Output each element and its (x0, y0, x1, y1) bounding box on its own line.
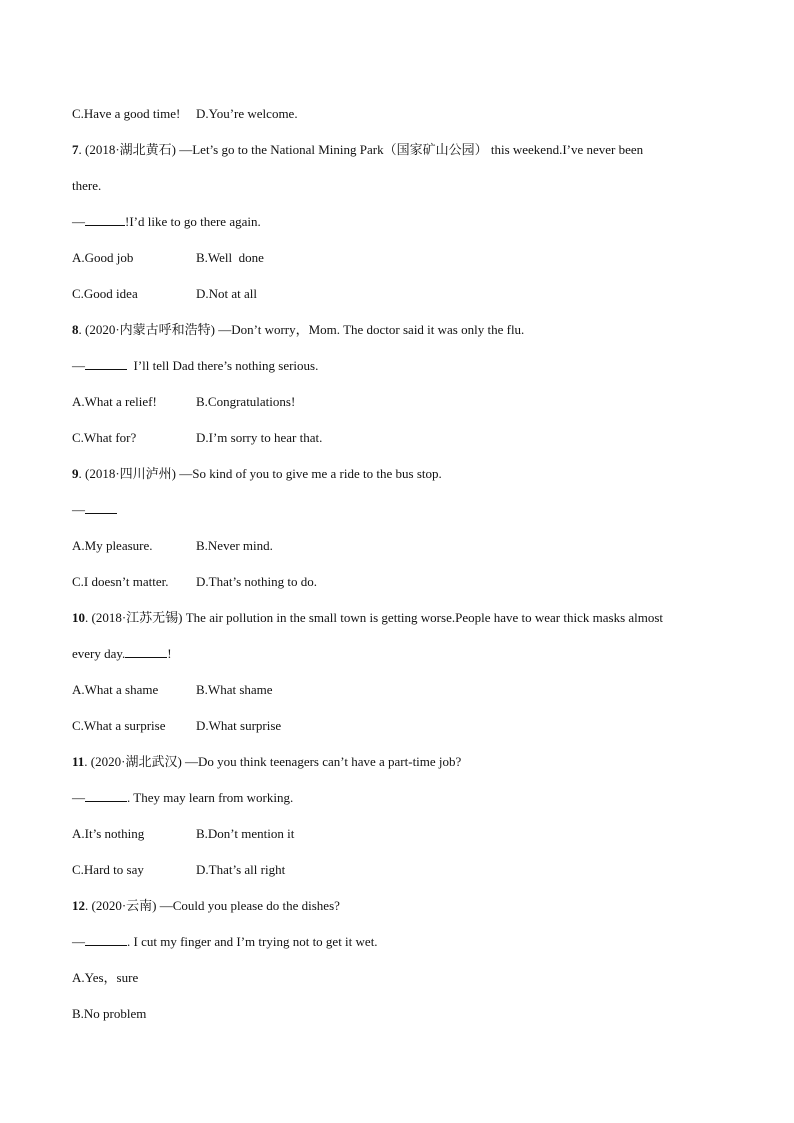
q11-reply (72, 789, 293, 807)
q11-stem (72, 753, 461, 771)
q9-number: 9 (72, 466, 79, 481)
q7-stem (72, 141, 643, 159)
q11-number: 11 (72, 754, 85, 769)
q10-text: . (2018·江苏无锡) The air pollution in the small town is getting worse.People have to wear thick masks almost (85, 610, 664, 625)
q7-text: . (2018·湖北黄石) —Let’s go to the National Mining Park（国家矿山公园） this weekend.I’ve never been (78, 142, 644, 157)
q9-option-c: C.I doesn’t matter. (72, 574, 169, 589)
q12-stem (72, 897, 340, 915)
q7-reply (72, 213, 261, 231)
q10-stem-cont (72, 645, 172, 663)
q7-reply-text: !I’d like to go there again. (125, 214, 261, 229)
q7-stem-cont: there. (72, 178, 102, 193)
q12-blank (85, 933, 127, 946)
q8-dash: — (72, 358, 85, 373)
q10-option-b: B.What shame (196, 682, 273, 697)
q12-number: 12 (72, 898, 85, 913)
q11-option-b: B.Don’t mention it (196, 826, 295, 841)
q9-option-a: A.My pleasure. (72, 538, 153, 553)
q7-option-a: A.Good job (72, 250, 134, 265)
q8-option-b: B.Congratulations! (196, 394, 296, 409)
q10-blank (125, 645, 167, 658)
q12-dash: — (72, 934, 85, 949)
q9-text: . (2018·四川泸州) —So kind of you to give me a ride to the bus stop. (78, 466, 442, 481)
q9-option-b: B.Never mind. (196, 538, 273, 553)
q7-option-b: B.Well done (196, 250, 264, 265)
q8-option-d: D.I’m sorry to hear that. (196, 430, 323, 445)
q10-option-a: A.What a shame (72, 682, 159, 697)
q7-option-c: C.Good idea (72, 286, 138, 301)
q9-option-d: D.That’s nothing to do. (196, 574, 317, 589)
q10-stem (72, 609, 663, 627)
q9-stem (72, 465, 442, 483)
q11-reply-text: . They may learn from working. (127, 790, 294, 805)
q11-option-a: A.It’s nothing (72, 826, 145, 841)
q8-reply-text: I’ll tell Dad there’s nothing serious. (127, 358, 319, 373)
q11-option-c: C.Hard to say (72, 862, 144, 877)
q6-option-c: C.Have a good time! (72, 106, 181, 121)
q11-text: . (2020·湖北武汉) —Do you think teenagers can’t have a part-time job? (84, 754, 462, 769)
q12-text: . (2020·云南) —Could you please do the dishes? (85, 898, 340, 913)
q8-stem (72, 321, 524, 339)
q8-blank (85, 357, 127, 370)
q9-blank (85, 501, 117, 514)
q10-cont-text: every day. (72, 646, 126, 661)
q6-option-d: D.You’re welcome. (196, 106, 298, 121)
q10-cont-end: ! (167, 646, 172, 661)
q9-dash: — (72, 502, 85, 517)
q8-text: . (2020·内蒙古呼和浩特) —Don’t worry，Mom. The doctor said it was only the flu. (78, 322, 525, 337)
q11-option-d: D.That’s all right (196, 862, 286, 877)
q10-option-c: C.What a surprise (72, 718, 166, 733)
q8-reply (72, 357, 318, 375)
q10-number: 10 (72, 610, 85, 625)
q12-option-a: A.Yes，sure (72, 970, 139, 985)
q7-option-d: D.Not at all (196, 286, 258, 301)
q8-number: 8 (72, 322, 79, 337)
q9-reply (72, 501, 117, 519)
q12-reply-text: . I cut my finger and I’m trying not to get it wet. (127, 934, 378, 949)
q7-number: 7 (72, 142, 79, 157)
q7-blank (85, 213, 125, 226)
q8-option-a: A.What a relief! (72, 394, 157, 409)
q12-reply (72, 933, 378, 951)
q11-blank (85, 789, 127, 802)
q10-option-d: D.What surprise (196, 718, 282, 733)
q11-dash: — (72, 790, 85, 805)
q8-option-c: C.What for? (72, 430, 137, 445)
q12-option-b: B.No problem (72, 1006, 147, 1021)
q7-dash: — (72, 214, 85, 229)
